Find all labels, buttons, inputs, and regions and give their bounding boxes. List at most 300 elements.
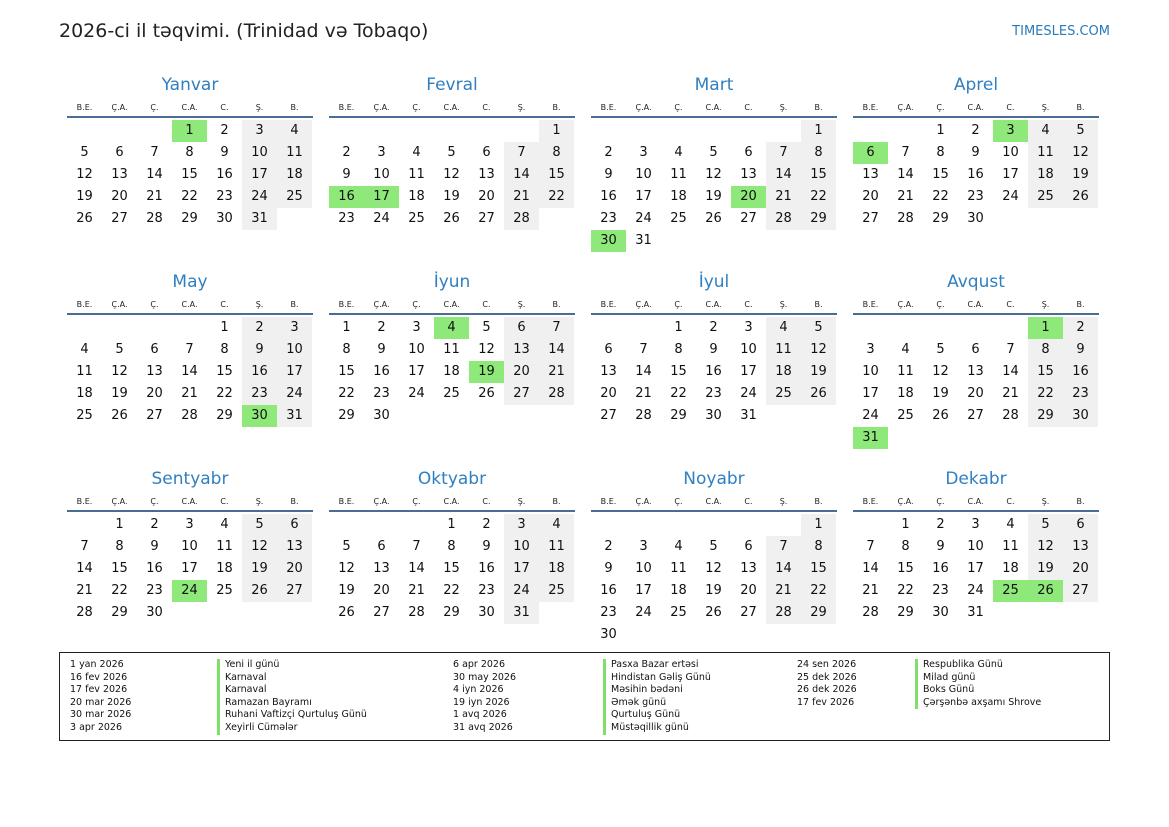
legend-date: 30 mar 2026 (70, 709, 132, 721)
weekday-label: C. (1006, 103, 1015, 112)
day-cell: 16 (1063, 361, 1098, 383)
day-cell: 24 (242, 186, 277, 208)
weekday-label: Ş. (1041, 300, 1050, 309)
legend-holiday-name: Müstəqillik günü (603, 722, 711, 735)
weekday-label: B.E. (600, 497, 617, 506)
day-cell: 1 (801, 120, 836, 142)
day-cell: 4 (674, 539, 683, 554)
day-cell: 6 (504, 317, 539, 339)
day-cell: 25 (443, 386, 460, 401)
day-cell: 3 (866, 342, 875, 357)
weekday-label: Ç.A. (635, 103, 652, 112)
day-cell: 21 (504, 186, 539, 208)
day-cell: 1 (674, 320, 683, 335)
day-cell: 12 (76, 167, 93, 182)
weekday-label: B. (552, 103, 561, 112)
day-cell: 24 (408, 386, 425, 401)
month-name: İyul (698, 272, 730, 292)
day-cell: 16 (216, 167, 233, 182)
day-cell: 11 (539, 536, 574, 558)
month-name: Dekabr (945, 469, 1007, 489)
holiday-day-cell: 31 (853, 427, 888, 449)
empty-day-cell (696, 120, 731, 142)
weekday-header (67, 297, 313, 315)
day-cell: 4 (412, 145, 421, 160)
day-cell: 1 (901, 517, 910, 532)
day-cell: 17 (242, 164, 277, 186)
legend-date: 3 apr 2026 (70, 721, 123, 733)
day-cell: 24 (277, 383, 312, 405)
day-cell: 16 (373, 364, 390, 379)
day-cell: 6 (277, 514, 312, 536)
day-cell: 29 (181, 211, 198, 226)
weekday-label: B. (814, 300, 823, 309)
day-cell: 2 (936, 517, 945, 532)
day-cell: 22 (932, 189, 949, 204)
day-cell: 14 (76, 561, 93, 576)
day-cell: 4 (1006, 517, 1015, 532)
month-name: Noyabr (683, 469, 745, 489)
day-cell: 2 (242, 317, 277, 339)
weekday-label: Ç. (150, 103, 159, 112)
day-cell: 24 (1002, 189, 1019, 204)
day-cell: 11 (766, 339, 801, 361)
weekday-label: C.A. (967, 103, 984, 112)
day-cell: 10 (277, 339, 312, 361)
days-grid (67, 120, 313, 230)
day-cell: 8 (115, 539, 124, 554)
day-cell: 21 (181, 386, 198, 401)
day-cell: 10 (635, 561, 652, 576)
day-cell: 13 (146, 364, 163, 379)
day-cell: 16 (478, 561, 495, 576)
weekday-label: B. (1076, 103, 1085, 112)
day-cell: 2 (604, 145, 613, 160)
weekday-label: C. (744, 300, 753, 309)
legend-date: 24 sen 2026 (797, 659, 857, 670)
legend-date: 4 iyn 2026 (453, 684, 504, 696)
day-cell: 25 (216, 583, 233, 598)
day-cell: 26 (242, 580, 277, 602)
day-cell: 19 (1028, 558, 1063, 580)
day-cell: 19 (1063, 164, 1098, 186)
day-cell: 14 (408, 561, 425, 576)
day-cell: 19 (705, 583, 722, 598)
day-cell: 21 (766, 186, 801, 208)
empty-day-cell (923, 317, 958, 339)
day-cell: 18 (1028, 164, 1063, 186)
day-cell: 4 (1028, 120, 1063, 142)
weekday-label: B. (1076, 497, 1085, 506)
day-cell: 9 (936, 539, 945, 554)
day-cell: 10 (635, 167, 652, 182)
day-cell: 28 (766, 208, 801, 230)
day-cell: 26 (338, 605, 355, 620)
empty-day-cell (102, 317, 137, 339)
day-cell: 7 (866, 539, 875, 554)
day-cell: 14 (181, 364, 198, 379)
day-cell: 3 (639, 145, 648, 160)
day-cell: 9 (482, 539, 491, 554)
day-cell: 15 (111, 561, 128, 576)
days-grid (67, 317, 313, 427)
day-cell: 19 (443, 189, 460, 204)
day-cell: 28 (76, 605, 93, 620)
month-name: Yanvar (161, 75, 219, 95)
weekday-label: C.A. (705, 103, 722, 112)
day-cell: 26 (478, 386, 495, 401)
legend-holiday-name: Milad günü (915, 672, 1041, 685)
day-cell: 23 (967, 189, 984, 204)
day-cell: 25 (670, 605, 687, 620)
day-cell: 14 (766, 164, 801, 186)
day-cell: 5 (1028, 514, 1063, 536)
weekday-label: Ş. (255, 300, 264, 309)
day-cell: 14 (1002, 364, 1019, 379)
weekday-label: B. (814, 103, 823, 112)
day-cell: 12 (932, 364, 949, 379)
weekday-label: Ş. (517, 300, 526, 309)
day-cell: 2 (709, 320, 718, 335)
day-cell: 20 (146, 386, 163, 401)
legend-holiday-name: Hindistan Gəliş Günü (603, 672, 711, 685)
day-cell: 23 (242, 383, 277, 405)
day-cell: 20 (600, 386, 617, 401)
legend-name-column (217, 659, 367, 735)
days-grid (67, 514, 313, 624)
weekday-label: Ç. (936, 497, 945, 506)
weekday-label: B.E. (76, 497, 93, 506)
empty-day-cell (469, 120, 504, 142)
holiday-day-cell: 17 (364, 186, 399, 208)
legend-date: 26 dek 2026 (797, 684, 857, 696)
legend-date-column (70, 659, 131, 735)
day-cell: 23 (705, 386, 722, 401)
month-block (329, 74, 575, 271)
day-cell: 28 (146, 211, 163, 226)
weekday-header (853, 494, 1099, 512)
day-cell: 18 (216, 561, 233, 576)
day-cell: 15 (181, 167, 198, 182)
day-cell: 9 (342, 167, 351, 182)
day-cell: 27 (146, 408, 163, 423)
day-cell: 14 (897, 167, 914, 182)
day-cell: 7 (150, 145, 159, 160)
day-cell: 27 (967, 408, 984, 423)
empty-day-cell (626, 120, 661, 142)
day-cell: 20 (967, 386, 984, 401)
day-cell: 11 (897, 364, 914, 379)
day-cell: 28 (408, 605, 425, 620)
holiday-day-cell: 30 (591, 230, 626, 252)
legend-holiday-name: Xeyirli Cümələr (217, 722, 367, 735)
day-cell: 17 (635, 189, 652, 204)
day-cell: 14 (635, 364, 652, 379)
legend-name-column (603, 659, 711, 735)
brand-link[interactable]: TIMESLES.COM (1012, 24, 1110, 39)
day-cell: 15 (897, 561, 914, 576)
holiday-day-cell: 16 (329, 186, 364, 208)
day-cell: 19 (111, 386, 128, 401)
day-cell: 2 (220, 123, 229, 138)
day-cell: 1 (801, 514, 836, 536)
day-cell: 22 (539, 186, 574, 208)
holiday-day-cell: 19 (469, 361, 504, 383)
month-name: Sentyabr (151, 469, 229, 489)
day-cell: 23 (146, 583, 163, 598)
day-cell: 23 (600, 211, 617, 226)
day-cell: 26 (111, 408, 128, 423)
day-cell: 6 (115, 145, 124, 160)
day-cell: 11 (1002, 539, 1019, 554)
day-cell: 27 (740, 605, 757, 620)
day-cell: 19 (705, 189, 722, 204)
day-cell: 29 (338, 408, 355, 423)
empty-day-cell (661, 120, 696, 142)
day-cell: 26 (76, 211, 93, 226)
day-cell: 5 (115, 342, 124, 357)
day-cell: 3 (242, 120, 277, 142)
day-cell: 15 (801, 164, 836, 186)
days-grid (591, 120, 837, 252)
empty-day-cell (67, 120, 102, 142)
day-cell: 27 (1063, 580, 1098, 602)
day-cell: 30 (216, 211, 233, 226)
day-cell: 25 (277, 186, 312, 208)
day-cell: 13 (740, 167, 757, 182)
legend-holiday-name: Boks Günü (915, 684, 1041, 697)
weekday-label: C. (482, 300, 491, 309)
day-cell: 9 (150, 539, 159, 554)
day-cell: 1 (220, 320, 229, 335)
day-cell: 1 (539, 120, 574, 142)
day-cell: 8 (185, 145, 194, 160)
day-cell: 27 (478, 211, 495, 226)
day-cell: 6 (744, 539, 753, 554)
day-cell: 5 (242, 514, 277, 536)
day-cell: 21 (862, 583, 879, 598)
day-cell: 20 (373, 583, 390, 598)
day-cell: 2 (377, 320, 386, 335)
day-cell: 6 (377, 539, 386, 554)
day-cell: 15 (670, 364, 687, 379)
day-cell: 25 (670, 211, 687, 226)
weekday-label: C.A. (705, 300, 722, 309)
empty-day-cell (696, 514, 731, 536)
legend-date: 16 fev 2026 (70, 671, 128, 683)
day-cell: 10 (181, 539, 198, 554)
day-cell: 29 (897, 605, 914, 620)
weekday-label: B. (552, 300, 561, 309)
weekday-label: C.A. (443, 300, 460, 309)
day-cell: 6 (604, 342, 613, 357)
day-cell: 16 (932, 561, 949, 576)
month-block (67, 271, 313, 468)
day-cell: 14 (862, 561, 879, 576)
day-cell: 23 (338, 211, 355, 226)
day-cell: 3 (377, 145, 386, 160)
day-cell: 2 (971, 123, 980, 138)
day-cell: 8 (936, 145, 945, 160)
day-cell: 2 (1063, 317, 1098, 339)
month-block (591, 468, 837, 665)
holiday-legend (59, 652, 1110, 741)
empty-day-cell (591, 317, 626, 339)
empty-day-cell (626, 514, 661, 536)
legend-date: 19 iyn 2026 (453, 696, 510, 708)
empty-day-cell (364, 120, 399, 142)
day-cell: 28 (862, 605, 879, 620)
day-cell: 28 (897, 211, 914, 226)
days-grid (329, 514, 575, 624)
day-cell: 5 (342, 539, 351, 554)
empty-day-cell (766, 514, 801, 536)
day-cell: 27 (504, 383, 539, 405)
days-grid (329, 317, 575, 427)
day-cell: 7 (539, 317, 574, 339)
weekday-label: Ç. (936, 300, 945, 309)
day-cell: 18 (277, 164, 312, 186)
day-cell: 7 (185, 342, 194, 357)
day-cell: 7 (504, 142, 539, 164)
legend-name-column (915, 659, 1041, 709)
day-cell: 2 (604, 539, 613, 554)
day-cell: 3 (639, 539, 648, 554)
day-cell: 16 (967, 167, 984, 182)
month-name: May (172, 272, 208, 292)
day-cell: 17 (967, 561, 984, 576)
day-cell: 1 (447, 517, 456, 532)
empty-day-cell (364, 514, 399, 536)
day-cell: 21 (146, 189, 163, 204)
day-cell: 28 (181, 408, 198, 423)
weekday-label: B.E. (600, 300, 617, 309)
day-cell: 14 (146, 167, 163, 182)
day-cell: 10 (242, 142, 277, 164)
weekday-label: Ç.A. (111, 497, 128, 506)
weekday-header (329, 297, 575, 315)
day-cell: 17 (277, 361, 312, 383)
month-name: Aprel (953, 75, 999, 95)
weekday-label: B. (290, 497, 299, 506)
day-cell: 22 (111, 583, 128, 598)
day-cell: 11 (1028, 142, 1063, 164)
day-cell: 17 (408, 364, 425, 379)
day-cell: 7 (412, 539, 421, 554)
day-cell: 9 (971, 145, 980, 160)
month-block (853, 468, 1099, 665)
holiday-day-cell: 26 (1028, 580, 1063, 602)
weekday-header (853, 297, 1099, 315)
legend-date: 25 dek 2026 (797, 671, 857, 683)
day-cell: 8 (220, 342, 229, 357)
day-cell: 6 (150, 342, 159, 357)
empty-day-cell (172, 317, 207, 339)
day-cell: 22 (801, 580, 836, 602)
weekday-label: C. (1006, 497, 1015, 506)
day-cell: 3 (277, 317, 312, 339)
day-cell: 12 (1063, 142, 1098, 164)
day-cell: 23 (216, 189, 233, 204)
days-grid (853, 317, 1099, 449)
weekday-label: Ç. (412, 300, 421, 309)
day-cell: 22 (181, 189, 198, 204)
legend-holiday-name: Ramazan Bayramı (217, 697, 367, 710)
empty-day-cell (67, 317, 102, 339)
day-cell: 19 (338, 583, 355, 598)
day-cell: 13 (504, 339, 539, 361)
day-cell: 30 (373, 408, 390, 423)
weekday-label: B. (552, 497, 561, 506)
weekday-label: C. (744, 103, 753, 112)
weekday-label: Ç. (674, 497, 683, 506)
day-cell: 6 (482, 145, 491, 160)
day-cell: 10 (373, 167, 390, 182)
holiday-day-cell: 4 (434, 317, 469, 339)
day-cell: 30 (932, 605, 949, 620)
day-cell: 1 (342, 320, 351, 335)
holiday-day-cell: 3 (993, 120, 1028, 142)
day-cell: 3 (412, 320, 421, 335)
day-cell: 23 (478, 583, 495, 598)
day-cell: 10 (408, 342, 425, 357)
weekday-label: B. (814, 497, 823, 506)
empty-day-cell (137, 317, 172, 339)
month-name: Oktyabr (417, 469, 487, 489)
day-cell: 9 (1063, 339, 1098, 361)
day-cell: 12 (111, 364, 128, 379)
day-cell: 11 (277, 142, 312, 164)
legend-holiday-name: Respublika Günü (915, 659, 1041, 672)
day-cell: 6 (1063, 514, 1098, 536)
weekday-label: C.A. (443, 497, 460, 506)
day-cell: 4 (766, 317, 801, 339)
day-cell: 28 (539, 383, 574, 405)
day-cell: 17 (181, 561, 198, 576)
weekday-label: Ş. (1041, 497, 1050, 506)
weekday-label: C. (220, 300, 229, 309)
weekday-label: Ç. (150, 497, 159, 506)
day-cell: 21 (1002, 386, 1019, 401)
weekday-label: C. (220, 103, 229, 112)
day-cell: 29 (932, 211, 949, 226)
day-cell: 8 (901, 539, 910, 554)
weekday-label: C. (220, 497, 229, 506)
day-cell: 31 (740, 408, 757, 423)
day-cell: 11 (408, 167, 425, 182)
empty-day-cell (137, 120, 172, 142)
month-block (67, 468, 313, 665)
day-cell: 17 (740, 364, 757, 379)
weekday-label: Ş. (255, 497, 264, 506)
empty-day-cell (434, 120, 469, 142)
weekday-label: B.E. (76, 300, 93, 309)
empty-day-cell (329, 120, 364, 142)
day-cell: 29 (801, 208, 836, 230)
weekday-label: B.E. (338, 300, 355, 309)
day-cell: 10 (967, 539, 984, 554)
day-cell: 13 (600, 364, 617, 379)
day-cell: 25 (539, 580, 574, 602)
day-cell: 20 (862, 189, 879, 204)
day-cell: 30 (478, 605, 495, 620)
day-cell: 8 (801, 142, 836, 164)
day-cell: 16 (705, 364, 722, 379)
legend-date-column (453, 659, 516, 735)
day-cell: 3 (185, 517, 194, 532)
legend-date: 20 mar 2026 (70, 696, 132, 708)
weekday-label: C.A. (181, 497, 198, 506)
